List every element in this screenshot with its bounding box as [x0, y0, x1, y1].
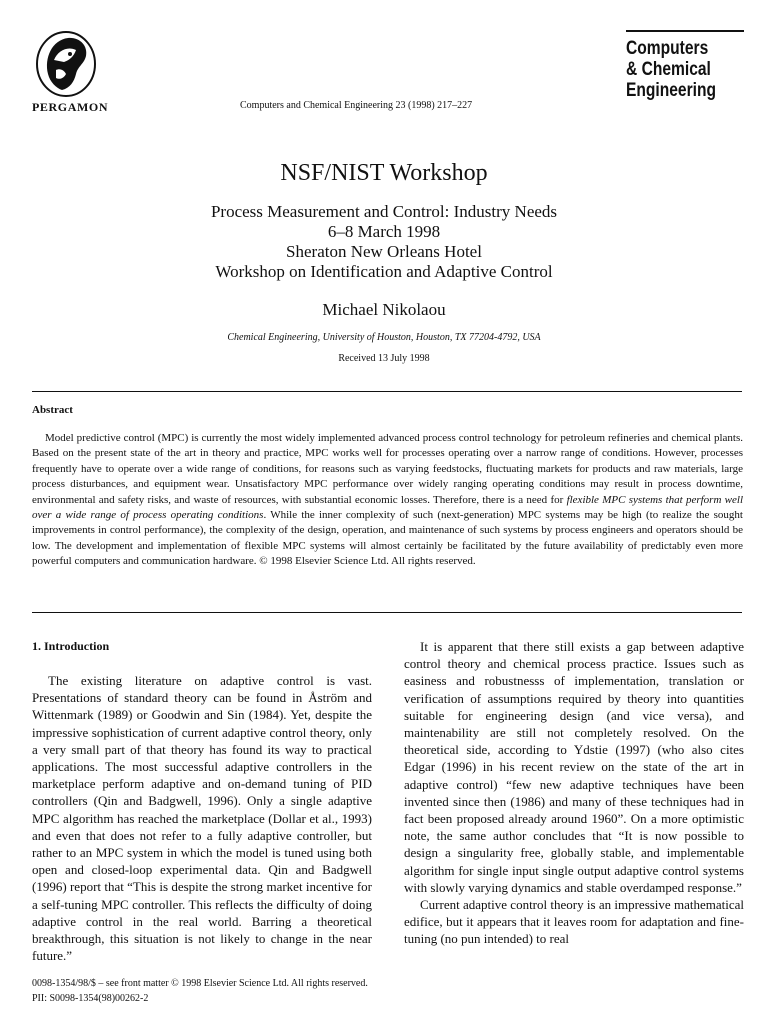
abstract-text-part-2: . While the inner complexity of such (next-generation) MPC systems may be high (to realize the sought improvements in control performance), the complexity of the design, operation, and maintenance of such systems by process engineers and operators should be low. The development and implementation of flexible MPC systems will almost certainly be facilitated by the future availability of predictably even more powerful computers and communication hardware. © 1998 Elsevier Science Ltd. All rights reserved. — [32, 509, 743, 568]
publisher-logo — [34, 30, 98, 100]
article-subtitle — [0, 202, 768, 282]
masthead-line-2: & Chemical — [626, 59, 711, 80]
right-column — [404, 638, 744, 948]
author-name: Michael Nikolaou — [322, 300, 446, 319]
subtitle-line-2: 6–8 March 1998 — [327, 222, 441, 241]
section-heading: 1. Introduction — [32, 639, 110, 653]
masthead-line-1: Computers — [626, 38, 709, 59]
abstract-text-part-1: Model predictive control (MPC) is currently the most widely implemented advanced process control technology for petroleum refineries and chemical plants. Based on the present state of the art in theory and practice, MPC works well for processes operating over a narrow range of conditions. However, processes frequently have to operate over a wide range of conditions, for reasons such as varying feedstocks, fluctuating markets for products and raw materials, large process disturbances, and equipment wear. Unsatisfactory MPC performance over widely ranging operating conditions may result in process downtime, environmental and safety risks, and waste of resources, with substantial economic losses. Therefore, there is a need for — [32, 432, 743, 506]
journal-masthead — [626, 30, 744, 101]
subtitle-line-1: Process Measurement and Control: Industry Needs — [210, 202, 558, 221]
footer-copyright: 0098-1354/98/$ – see front matter © 1998 Elsevier Science Ltd. All rights reserved. — [32, 978, 368, 989]
paragraph: Current adaptive control theory is an impressive mathematical edifice, but it appears that it leaves room for adaptation and fine-tuning (no pun intended) to real — [404, 897, 744, 947]
copyright-footer — [32, 976, 368, 1006]
divider-bottom — [32, 612, 742, 613]
received-date: Received 13 July 1998 — [338, 353, 430, 364]
abstract-emphasis: flexible MPC systems that perform well over a wide range of process operating conditions — [32, 493, 744, 522]
left-column — [32, 672, 372, 964]
subtitle-line-4: Workshop on Identification and Adaptive Control — [215, 262, 553, 281]
abstract-heading: Abstract — [32, 404, 73, 416]
journal-reference: Computers and Chemical Engineering 23 (1998) 217–227 — [240, 100, 473, 111]
footer-pii: PII: S0098-1354(98)00262-2 — [32, 993, 149, 1004]
author-affiliation: Chemical Engineering, University of Houston, Houston, TX 77204-4792, USA — [227, 332, 541, 343]
article-title: NSF/NIST Workshop — [280, 160, 488, 186]
paragraph: The existing literature on adaptive control is vast. Presentations of standard theory can be found in Åström and Wittenmark (1989) or Goodwin and Sin (1984). Yet, despite the impressive sophistication of current adaptive control theory, only a very small part of that theory has found its way to practical applications. The most successful adaptive controllers in the marketplace perform adaptive and on-demand tuning of PID controllers (Qin and Badgwell, 1996). Only a single adaptive MPC algorithm has reached the marketplace (Dollar et al., 1993) and even that does not refer to a fully adaptive controller, but rather to an MPC system in which the model is tuned using both open and closed-loop experimental data. Qin and Badgwell (1996) report that “This is despite the strong market incentive for a self-tuning MPC controller. This reflects the difficulty of doing adaptive control in the real world. Barring a theoretical breakthrough, this situation is not likely to change in the near future.” — [32, 673, 372, 964]
publisher-name: PERGAMON — [32, 100, 109, 114]
abstract-text — [32, 431, 743, 570]
paragraph: It is apparent that there still exists a gap between adaptive control theory and chemical process practice. Issues such as easiness and robustnesss of implementation, translation or verification of assumptions required by theory into quantities suitable for engineering design (and vice versa), and maintenability are still not completely resolved. On the theoretical side, according to Ydstie (1997) (who also cites Edgar (1996) in his recent review on the state of the art in adaptive control) “few new adaptive techniques have been invented since then (1986) and many of these techniques had in fact been proposed already around 1960”. On a more optimistic note, the same author concludes that “It is now possible to design a singularity free, globally stable, and implementable algorithm for single input single output adaptive control systems with slowly varying dynamics and stable overdamped response.” — [404, 639, 744, 895]
subtitle-line-3: Sheraton New Orleans Hotel — [286, 242, 482, 261]
masthead-line-3: Engineering — [626, 80, 717, 101]
divider-top — [32, 391, 742, 392]
